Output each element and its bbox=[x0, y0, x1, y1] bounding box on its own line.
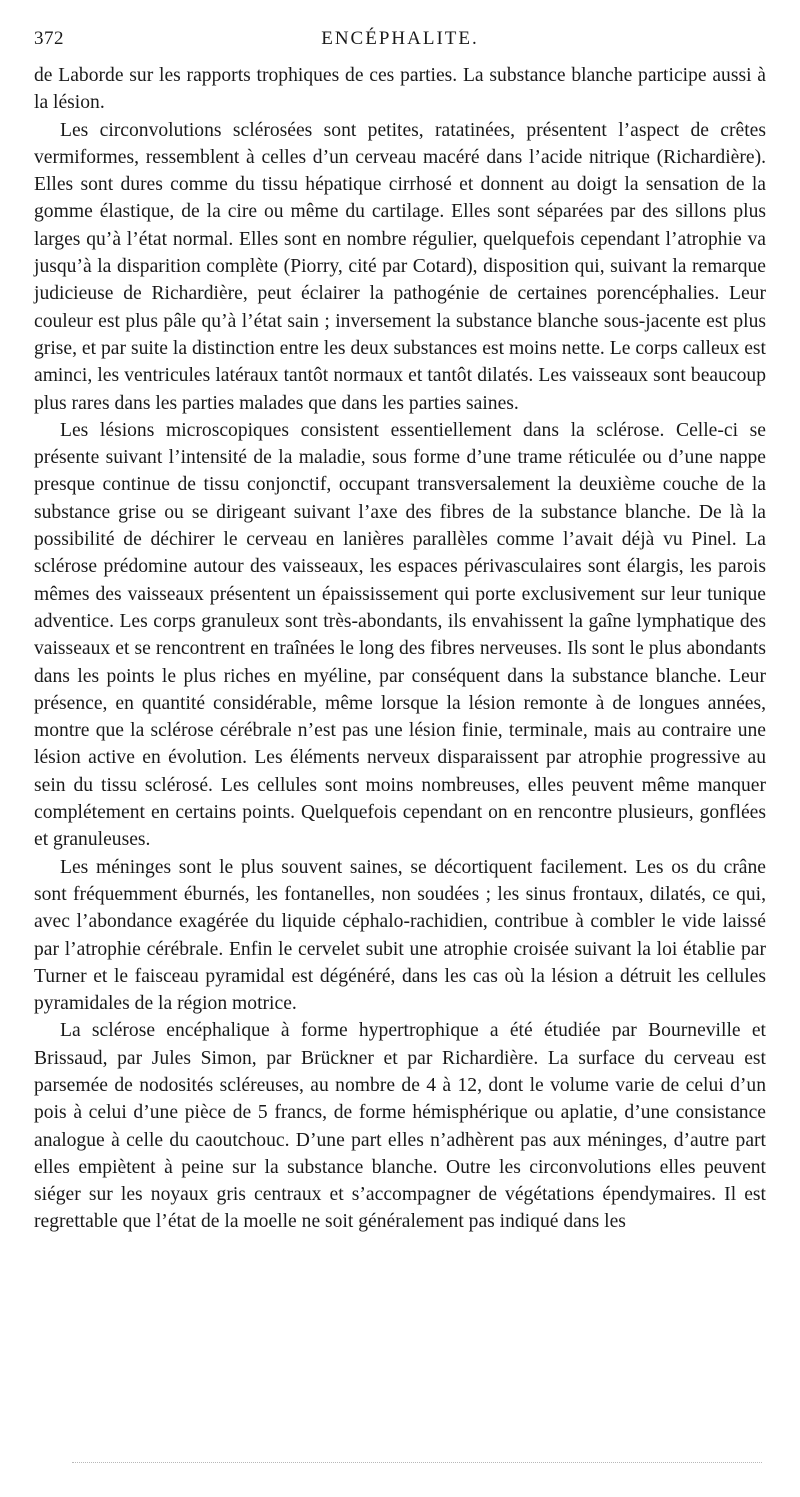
body-text bbox=[34, 62, 766, 1236]
paragraph-hypertrophic-form: La sclérose encéphalique à forme hypertrophique a été étudiée par Bourneville et Brissaud, par Jules Simon, par Brückner et par Richardière. La surface du cerveau est parsemée de nodosités scléreuses, au nombre de 4 à 12, dont le volume varie de celui d’un pois à celui d’une pièce de 5 francs, de forme hémisphérique ou aplatie, d’une consistance analogue à celle du caoutchouc. D’une part elles n’adhèrent pas aux méninges, d’autre part elles empiètent à peine sur la substance blanche. Outre les circonvolutions elles peuvent siéger sur les noyaux gris centraux et s’accompagner de végétations épendymaires. Il est regrettable que l’état de la moelle ne soit généralement pas indiqué dans les bbox=[34, 1020, 766, 1233]
paragraph-continued: de Laborde sur les rapports trophiques de ces parties. La substance blanche participe aussi à la lésion. bbox=[34, 65, 766, 114]
page-number: 372 bbox=[34, 28, 64, 49]
page-header bbox=[34, 28, 766, 62]
footer-rule bbox=[72, 1462, 762, 1463]
paragraph-macroscopic-lesions: Les circonvolutions sclérosées sont petites, ratatinées, présentent l’aspect de crêtes vermiformes, ressemblent à celles d’un cerveau macéré dans l’acide nitrique (Richardière). Elles sont dures comme du tissu hépatique cirrhosé et donnent au doigt la sensation de la gomme élastique, de la cire ou même du cartilage. Elles sont séparées par des sillons plus larges qu’à l’état normal. Elles sont en nombre régulier, quelquefois cependant l’atrophie va jusqu’à la disparition complète (Piorry, cité par Cotard), disposition qui, suivant la remarque judicieuse de Richardière, peut éclairer la pathogénie de certaines porencéphalies. Leur couleur est plus pâle qu’à l’état sain ; inversement la substance blanche sous-jacente est plus grise, et par suite la distinction entre les deux substances est moins nette. Le corps calleux est aminci, les ventricules latéraux tantôt normaux et tantôt dilatés. Les vaisseaux sont beaucoup plus rares dans les parties malades que dans les parties saines. bbox=[34, 119, 766, 414]
paragraph-microscopic-lesions: Les lésions microscopiques consistent essentiellement dans la sclérose. Celle-ci se présente suivant l’intensité de la maladie, sous forme d’une trame réticulée ou d’une nappe presque continue de tissu conjonctif, occupant transversalement la deuxième couche de la substance grise ou se dirigeant suivant l’axe des fibres de la substance blanche. De là la possibilité de déchirer le cerveau en lanières parallèles comme l’avait déjà vu Pinel. La sclérose prédomine autour des vaisseaux, les espaces périvasculaires sont élargis, les parois mêmes des vaisseaux présentent un épaississement qui porte exclusivement sur leur tunique adventice. Les corps granuleux sont très-abondants, ils envahissent la gaîne lymphatique des vaisseaux et se rencontrent en traînées le long des fibres nerveuses. Ils sont le plus abondants dans les points le plus riches en myéline, par conséquent dans la substance blanche. Leur présence, en quantité considérable, même lorsque la lésion remonte à de longues années, montre que la sclérose cérébrale n’est pas une lésion finie, terminale, mais au contraire une lésion active en évolution. Les éléments nerveux disparaissent par atrophie progressive au sein du tissu sclérosé. Les cellules sont moins nombreuses, elles peuvent même manquer complétement en certains points. Quelquefois cependant on en rencontre plusieurs, gonflées et granuleuses. bbox=[34, 419, 766, 851]
paragraph-meninges: Les méninges sont le plus souvent saines, se décortiquent facilement. Les os du crâne sont fréquemment éburnés, les fontanelles, non soudées ; les sinus frontaux, dilatés, ce qui, avec l’abondance exagérée du liquide céphalo-rachidien, contribue à combler le vide laissé par l’atrophie cérébrale. Enfin le cervelet subit une atrophie croisée suivant la loi établie par Turner et le faisceau pyramidal est dégénéré, dans les cas où la lésion a détruit les cellules pyramidales de la région motrice. bbox=[34, 856, 766, 1015]
page bbox=[34, 28, 766, 1236]
running-title: ENCÉPHALITE. bbox=[321, 28, 479, 49]
